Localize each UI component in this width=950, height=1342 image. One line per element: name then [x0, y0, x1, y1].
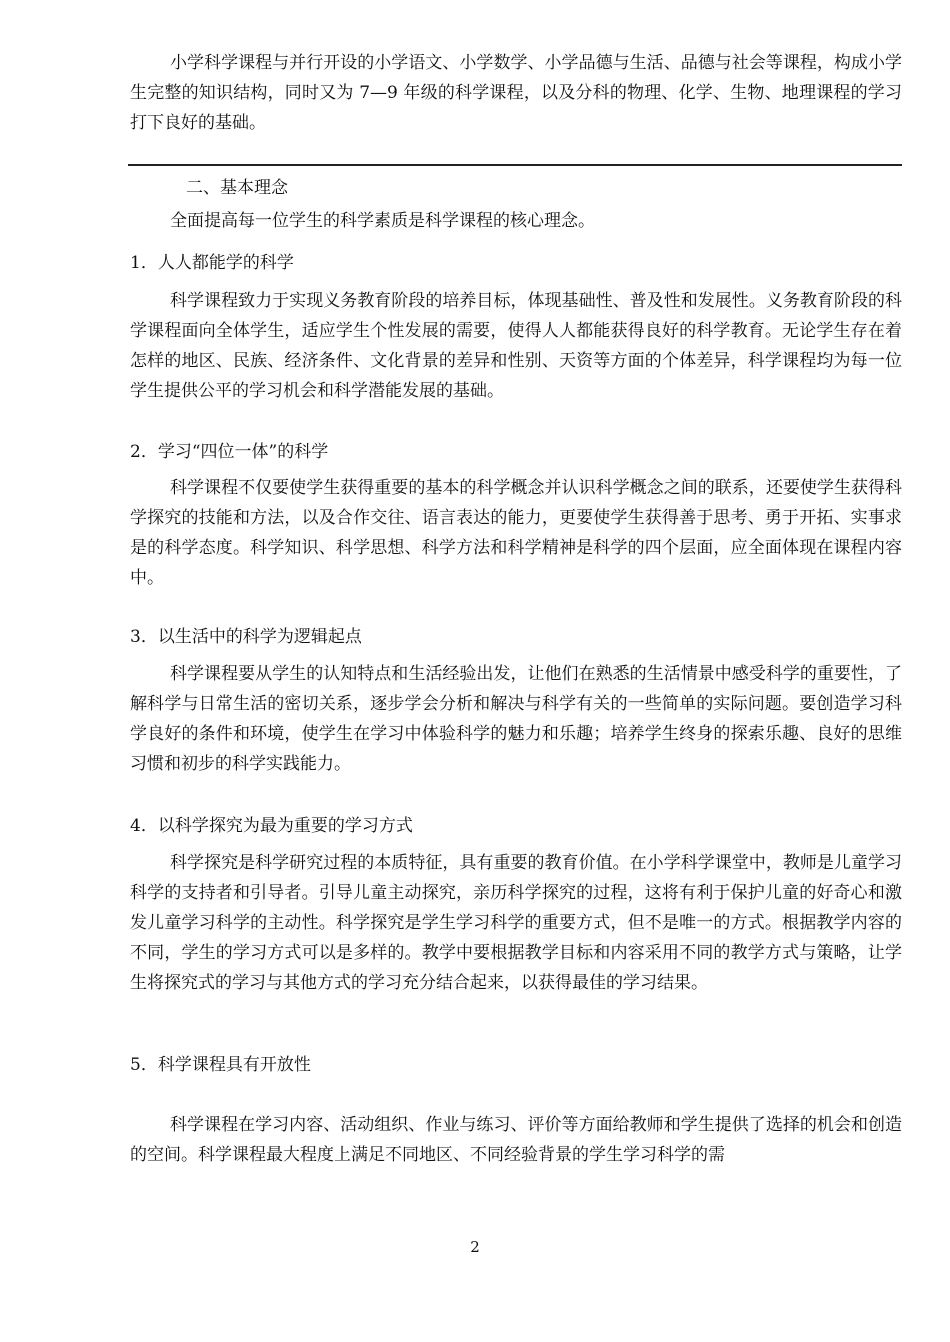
section-title: 二、基本理念 — [186, 178, 288, 198]
intro-paragraph: 小学科学课程与并行开设的小学语文、小学数学、小学品德与生活、品德与社会等课程，构成小学生完整的知识结构，同时又为 7—9 年级的科学课程，以及分科的物理、化学、生物、地理课程的学习打下良好的基础。 — [130, 53, 903, 133]
item-heading-1: 1．人人都能学的科学 — [130, 253, 294, 273]
item-body-1: 科学课程致力于实现义务教育阶段的培养目标，体现基础性、普及性和发展性。义务教育阶段的科学课程面向全体学生，适应学生个性发展的需要，使得人人都能获得良好的科学教育。无论学生存在着怎样的地区、民族、经济条件、文化背景的差异和性别、天资等方面的个体差异，科学课程均为每一位学生提供公平的学习机会和科学潜能发展的基础。 — [130, 291, 902, 401]
item-body-5: 科学课程在学习内容、活动组织、作业与练习、评价等方面给教师和学生提供了选择的机会和创造的空间。科学课程最大程度上满足不同地区、不同经验背景的学生学习科学的需 — [130, 1115, 902, 1165]
page-number: 2 — [470, 1238, 480, 1256]
item-heading-4: 4．以科学探究为最为重要的学习方式 — [130, 816, 413, 836]
item-heading-5: 5．科学课程具有开放性 — [130, 1055, 311, 1075]
item-heading-3: 3．以生活中的科学为逻辑起点 — [130, 627, 362, 647]
section-lead: 全面提高每一位学生的科学素质是科学课程的核心理念。 — [170, 211, 595, 231]
item-body-3: 科学课程要从学生的认知特点和生活经验出发，让他们在熟悉的生活情景中感受科学的重要性，了解科学与日常生活的密切关系，逐步学会分析和解决与科学有关的一些简单的实际问题。要创造学习科学良好的条件和环境，使学生在学习中体验科学的魅力和乐趣；培养学生终身的探索乐趣、良好的思维习惯和初步的科学实践能力。 — [130, 664, 902, 774]
divider-rule — [128, 164, 902, 166]
item-heading-2: 2．学习“四位一体”的科学 — [130, 442, 329, 462]
item-body-4: 科学探究是科学研究过程的本质特征，具有重要的教育价值。在小学科学课堂中，教师是儿童学习科学的支持者和引导者。引导儿童主动探究，亲历科学探究的过程，这将有利于保护儿童的好奇心和激发儿童学习科学的主动性。科学探究是学生学习科学的重要方式，但不是唯一的方式。根据教学内容的不同，学生的学习方式可以是多样的。教学中要根据教学目标和内容采用不同的教学方式与策略，让学生将探究式的学习与其他方式的学习充分结合起来，以获得最佳的学习结果。 — [130, 853, 902, 993]
item-body-2: 科学课程不仅要使学生获得重要的基本的科学概念并认识科学概念之间的联系，还要使学生获得科学探究的技能和方法，以及合作交往、语言表达的能力，更要使学生获得善于思考、勇于开拓、实事求是的科学态度。科学知识、科学思想、科学方法和科学精神是科学的四个层面，应全面体现在课程内容中。 — [130, 478, 902, 588]
